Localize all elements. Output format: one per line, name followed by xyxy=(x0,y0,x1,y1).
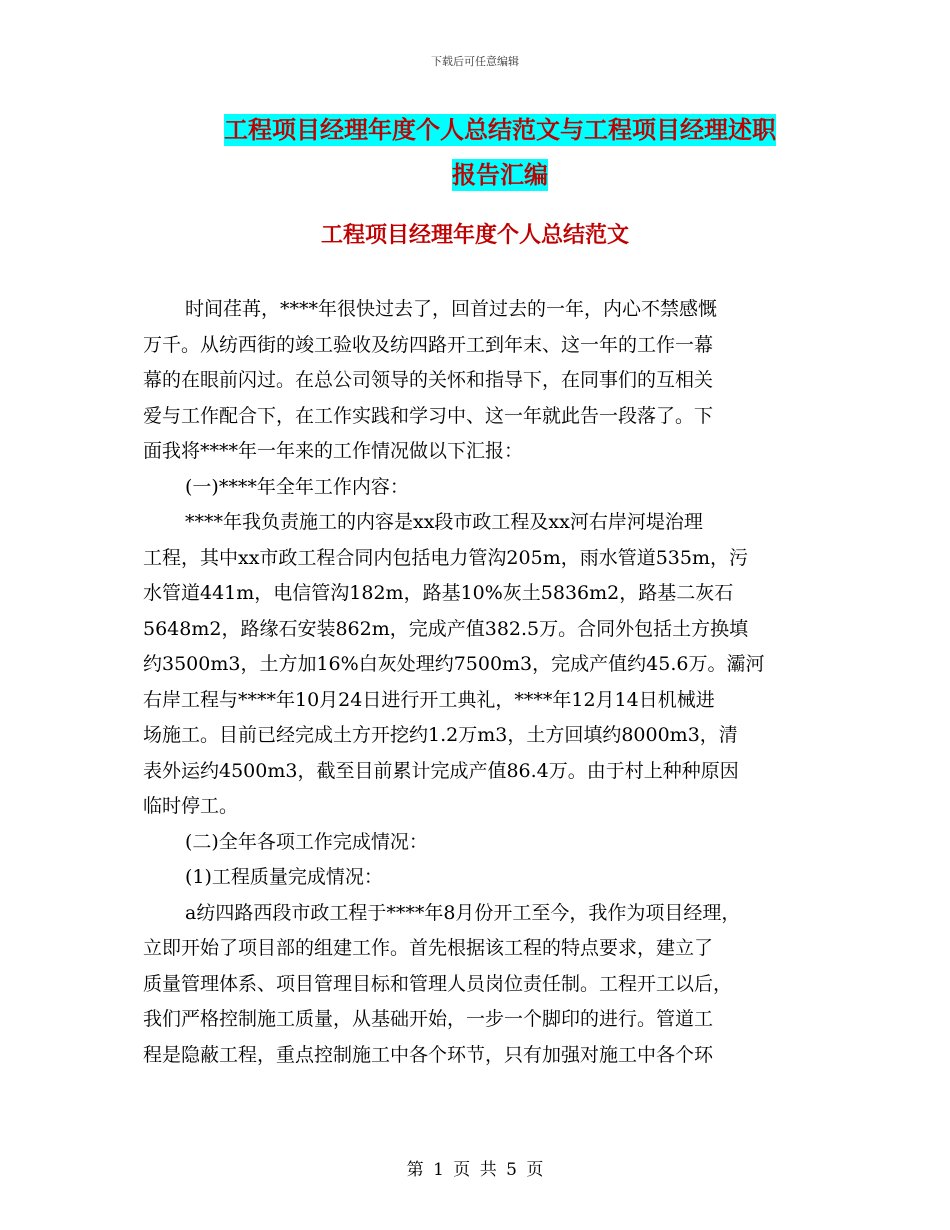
text-line: 立即开始了项目部的组建工作。首先根据该工程的特点要求，建立了 xyxy=(143,937,714,959)
text-line: 时间荏苒，****年很快过去了，回首过去的一年，内心不禁感慨 xyxy=(185,298,718,320)
text-line: 场施工。目前已经完成土方开挖约1.2万m3，土方回填约8000m3，清 xyxy=(143,724,738,746)
text-line: 5648m2，路缘石安装862m，完成产值382.5万。合同外包括土方换填 xyxy=(143,617,749,640)
text-line: 爱与工作配合下，在工作实践和学习中、这一年就此告一段落了。下 xyxy=(143,404,714,427)
text-line: 表外运约4500m3，截至目前累计完成产值86.4万。由于村上种种原因 xyxy=(143,759,739,782)
text-line: 质量管理体系、项目管理目标和管理人员岗位责任制。工程开工以后， xyxy=(143,972,733,995)
text-line: 工程，其中xx市政工程合同内包括电力管沟205m，雨水管道535m，污 xyxy=(143,546,748,569)
text-line: ****年我负责施工的内容是xx段市政工程及xx河右岸河堤治理 xyxy=(185,511,703,533)
text-line: 约3500m3，土方加16%白灰处理约7500m3，完成产值约45.6万。灞河 xyxy=(143,653,765,675)
text-line: a纺四路西段市政工程于****年8月份开工至今，我作为项目经理， xyxy=(185,901,741,924)
text-line: 我们严格控制施工质量，从基础开始，一步一个脚印的进行。管道工 xyxy=(143,1008,714,1030)
page-header: 下载后可任意编辑 xyxy=(431,55,519,68)
text-line: 右岸工程与****年10月24日进行开工典礼，****年12月14日机械进 xyxy=(143,688,715,711)
title-line-1: 工程项目经理年度个人总结范文与工程项目经理述职 xyxy=(224,116,776,144)
page-footer: 第 1 页 共 5 页 xyxy=(406,1160,544,1180)
text-line: (一)****年全年工作内容： xyxy=(185,475,409,498)
document-title xyxy=(150,108,850,198)
title-line-2: 报告汇编 xyxy=(452,161,548,189)
text-line: 面我将****年一年来的工作情况做以下汇报： xyxy=(143,440,524,462)
section-title: 工程项目经理年度个人总结范文 xyxy=(320,223,629,248)
text-line: 临时停工。 xyxy=(143,795,239,817)
text-line: 万千。从纺西街的竣工验收及纺四路开工到年末、这一年的工作一幕 xyxy=(143,333,714,356)
text-line: (1)工程质量完成情况： xyxy=(185,866,383,888)
text-line: 程是隐蔽工程，重点控制施工中各个环节，只有加强对施工中各个环 xyxy=(143,1043,714,1066)
text-line: 水管道441m，电信管沟182m，路基10%灰土5836m2，路基二灰石 xyxy=(143,582,734,604)
text-line: 幕的在眼前闪过。在总公司领导的关怀和指导下，在同事们的互相关 xyxy=(143,369,714,391)
text-line: (二)全年各项工作完成情况： xyxy=(185,830,428,853)
body-text xyxy=(143,292,803,1073)
